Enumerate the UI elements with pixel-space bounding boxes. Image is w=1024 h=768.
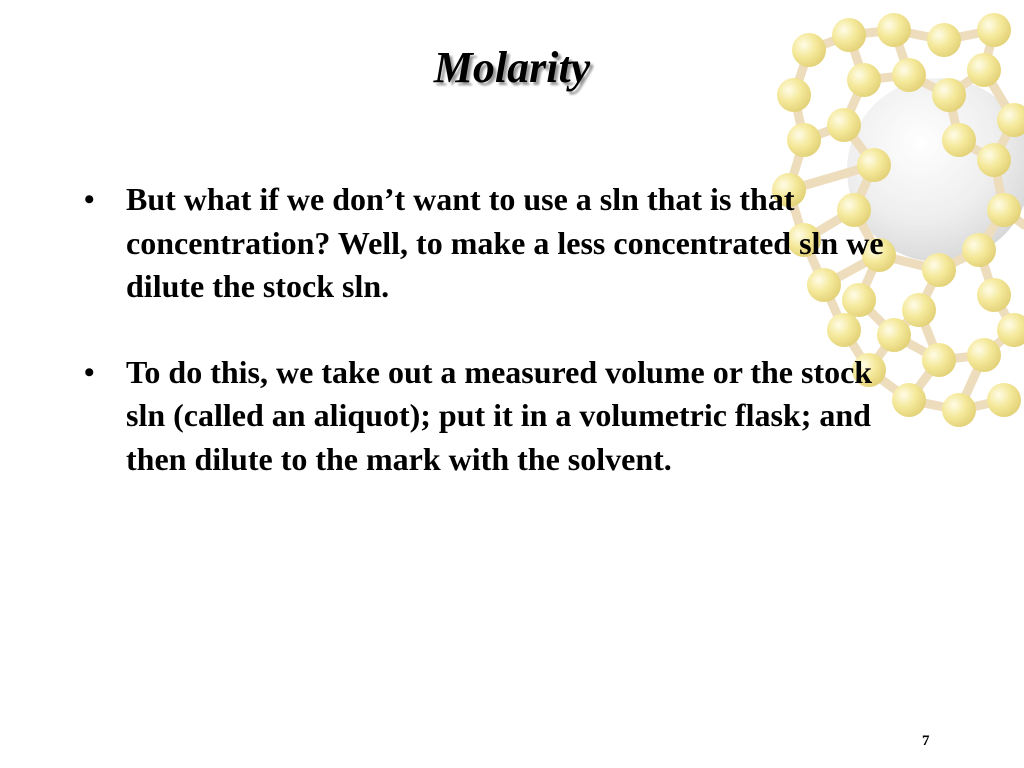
bullet-marker: • xyxy=(84,183,95,216)
slide-title: Molarity xyxy=(433,43,591,92)
bullet-item xyxy=(84,351,914,482)
bullet-text: To do this, we take out a measured volume or the stock sln (called an aliquot); put it in a volumetric flask; and then dilute to the mark with the solvent. xyxy=(126,353,873,477)
bullet-marker: • xyxy=(84,355,95,389)
bullet-list xyxy=(84,178,914,523)
bullet-item xyxy=(84,178,914,309)
bullet-text: But what if we don’t want to use a sln that is that concentration? Well, to make a less concentrated sln we dilute the stock sln. xyxy=(126,181,884,304)
page-number: 7 xyxy=(922,733,930,749)
